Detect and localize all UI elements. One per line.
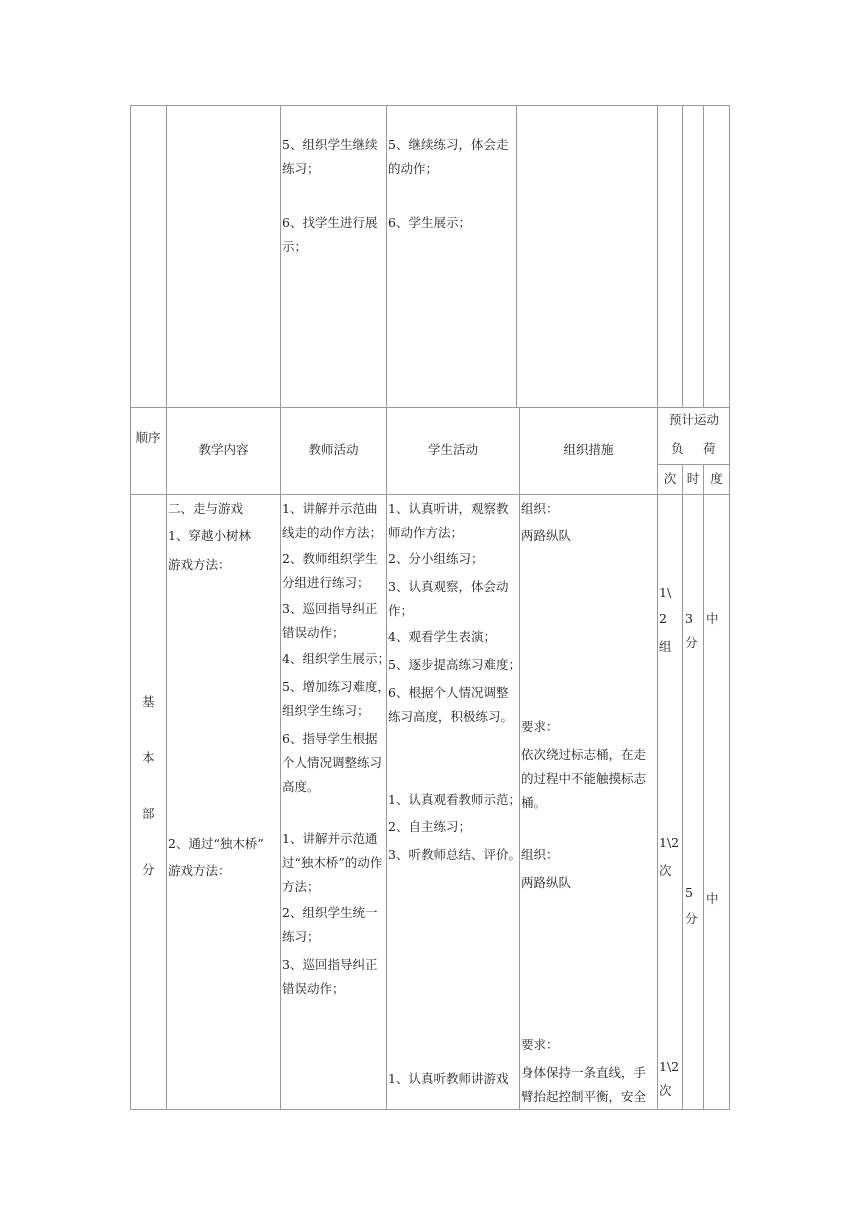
header-student: 学生活动 (427, 442, 478, 457)
teacher-step-5-line2: 练习； (282, 161, 320, 176)
student-line: 1、认真听讲，观察教 (388, 501, 509, 516)
col-divider-order (166, 105, 167, 1110)
header-content: 教学内容 (198, 442, 249, 457)
student-step-5-line2: 的动作； (388, 161, 439, 176)
organize-label: 组织： (521, 501, 559, 516)
header-load-a: 负 (671, 441, 684, 456)
times-value: 1\ (659, 585, 672, 600)
student-line: 3、听教师总结、评价。 (388, 847, 521, 862)
teacher-line: 4、组织学生展示； (282, 651, 390, 666)
student-line: 练习高度，积极练习。 (388, 709, 514, 724)
game1-method: 游戏方法： (168, 557, 231, 572)
times-value: 1\2 (659, 835, 680, 850)
teacher-line: 高度。 (282, 779, 320, 794)
teacher-line: 3、巡回指导纠正 (282, 601, 378, 616)
student-line: 2、分小组练习； (388, 551, 484, 566)
student-line: 2、自主练习； (388, 819, 471, 834)
col-divider-times-top (682, 105, 683, 407)
student-line: 5、逐步提高练习难度； (388, 657, 521, 672)
organize-label: 组织： (521, 847, 559, 862)
teacher-line: 练习； (282, 929, 320, 944)
col-divider-content (280, 105, 281, 1110)
teacher-line: 线走的动作方法； (282, 525, 383, 540)
duration-value: 3 (685, 611, 693, 626)
teacher-line: 个人情况调整练习 (282, 755, 383, 770)
student-line: 作； (388, 603, 414, 618)
student-step-6-line1: 6、学生展示； (388, 215, 471, 230)
intensity-value: 中 (706, 611, 719, 626)
game2-method: 游戏方法： (168, 863, 231, 878)
content-title: 二、走与游戏 (168, 501, 244, 516)
student-line: 4、观看学生表演； (388, 629, 496, 644)
teacher-line: 错误动作； (282, 981, 345, 996)
section-char-4: 分 (142, 862, 155, 877)
col-divider-times-bottom (682, 464, 683, 1110)
section-char-1: 基 (142, 694, 155, 709)
teacher-line: 1、讲解并示范通 (282, 831, 378, 846)
header-teacher: 教师活动 (308, 442, 359, 457)
student-line: 1、认真观看教师示范； (388, 792, 521, 807)
header-intensity: 度 (710, 471, 723, 486)
student-step-5-line1: 5、继续练习，体会走 (388, 137, 509, 152)
teacher-line: 错误动作； (282, 625, 345, 640)
teacher-line: 3、巡回指导纠正 (282, 957, 378, 972)
teacher-line: 组织学生练习； (282, 703, 370, 718)
header-sub-separator (657, 464, 730, 465)
header-duration: 时 (686, 471, 700, 486)
duration-value: 5 (685, 885, 693, 900)
header-load-line1: 预计运动 (668, 412, 719, 427)
student-line: 3、认真观察，体会动 (388, 579, 509, 594)
teacher-step-5-line1: 5、组织学生继续 (282, 137, 378, 152)
requirement-line: 的过程中不能触摸标志 (521, 771, 647, 786)
header-times: 次 (663, 471, 677, 486)
requirement-label: 要求： (521, 719, 559, 734)
header-bottom-border (130, 494, 730, 495)
game1-name: 1、穿越小树林 (168, 528, 251, 543)
col-divider-duration-bottom (703, 464, 704, 1110)
times-value: 1\2 (659, 1059, 680, 1074)
requirement-line: 桶。 (521, 795, 547, 810)
section-char-2: 本 (142, 750, 155, 765)
times-unit: 组 (659, 639, 672, 654)
formation: 两路纵队 (521, 528, 572, 543)
header-order: 顺序 (135, 430, 161, 445)
formation: 两路纵队 (521, 875, 572, 890)
teacher-line: 5、增加练习难度， (282, 679, 390, 694)
col-divider-organize (657, 105, 658, 1110)
teacher-step-6-line1: 6、找学生进行展 (282, 215, 378, 230)
intensity-value: 中 (706, 891, 719, 906)
student-line: 6、根据个人情况调整 (388, 685, 509, 700)
header-organize: 组织措施 (563, 442, 614, 457)
teacher-line: 6、指导学生根据 (282, 731, 378, 746)
teacher-line: 方法； (282, 879, 320, 894)
row-separator (130, 407, 730, 408)
requirement-line: 身体保持一条直线，手 (521, 1065, 647, 1080)
times-unit: 次 (659, 1083, 672, 1098)
table-right-border (729, 105, 730, 1110)
teacher-line: 2、组织学生统一 (282, 905, 378, 920)
game2-name: 2、通过“独木桥” (168, 836, 264, 851)
teacher-line: 分组进行练习； (282, 575, 370, 590)
section-char-3: 部 (142, 806, 155, 821)
student-line: 1、认真听教师讲游戏 (388, 1071, 509, 1086)
teacher-line: 过“独木桥”的动作 (282, 855, 383, 870)
requirement-label: 要求： (521, 1037, 559, 1052)
header-load-b: 荷 (703, 441, 716, 456)
col-divider-student-bottom (519, 407, 520, 1110)
col-divider-teacher (386, 105, 387, 1110)
requirement-line: 依次绕过标志桶，在走 (521, 747, 647, 762)
table-top-border (130, 105, 730, 106)
times-unit: 次 (659, 863, 672, 878)
col-divider-duration-top (703, 105, 704, 407)
student-line: 师动作方法； (388, 525, 464, 540)
duration-unit: 分 (685, 911, 698, 926)
teacher-line: 2、教师组织学生 (282, 551, 378, 566)
teacher-line: 1、讲解并示范曲 (282, 501, 378, 516)
requirement-line: 臂抬起控制平衡，安全 (521, 1089, 647, 1104)
table-left-border (130, 105, 131, 1110)
col-divider-student-top (516, 105, 517, 407)
teacher-step-6-line2: 示； (282, 239, 308, 254)
times-value: 2 (659, 611, 667, 626)
duration-unit: 分 (685, 635, 698, 650)
